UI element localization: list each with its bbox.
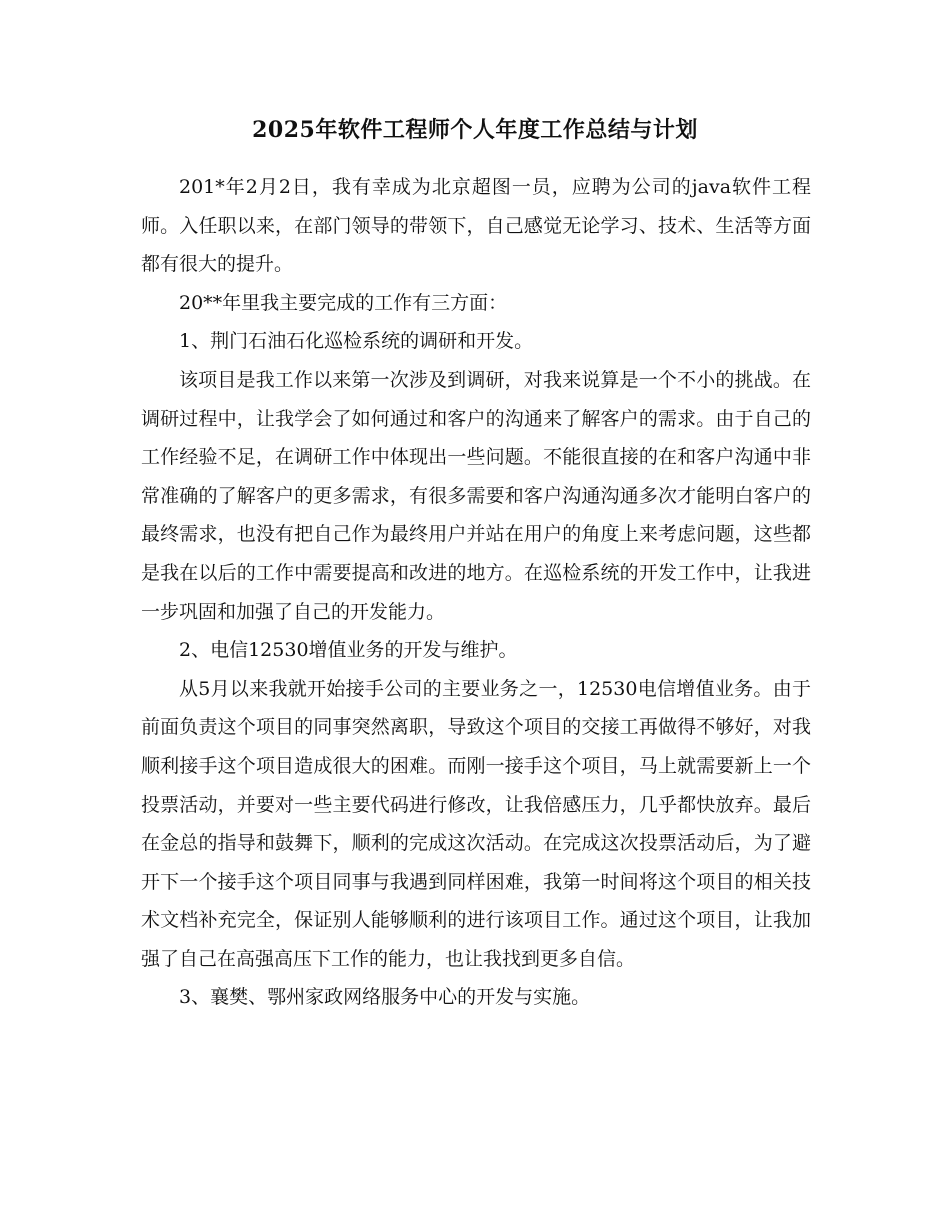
heading-item-1: 1、荆门石油石化巡检系统的调研和开发。 [179,330,534,353]
paragraph-item-2-detail: 从5月以来我就开始接手公司的主要业务之一，12530电信增值业务。由于前面负责这个项目的同事突然离职，导致这个项目的交接工再做得不够好，对我顺利接手这个项目造成很大的困难。而刚一接手这个项目，马上就需要新上一个投票活动，并要对一些主要代码进行修改，让我倍感压力，几乎都快放弃。最后在金总的指导和鼓舞下，顺利的完成这次活动。在完成这次投票活动后，为了避开下一个接手这个项目同事与我遇到同样困难，我第一时间将这个项目的相关技术文档补充完全，保证别人能够顺利的进行该项目工作。通过这个项目，让我加强了自己在高强高压下工作的能力，也让我找到更多自信。 [141,677,811,970]
document-title: 2025年软件工程师个人年度工作总结与计划 [252,117,698,143]
document-body [141,168,811,1017]
paragraph-item-1-detail: 该项目是我工作以来第一次涉及到调研，对我来说算是一个不小的挑战。在调研过程中，让我学会了如何通过和客户的沟通来了解客户的需求。由于自己的工作经验不足，在调研工作中体现出一些问题。不能很直接的在和客户沟通中非常准确的了解客户的更多需求，有很多需要和客户沟通沟通多次才能明白客户的最终需求，也没有把自己作为最终用户并站在用户的角度上来考虑问题，这些都是我在以后的工作中需要提高和改进的地方。在巡检系统的开发工作中，让我进一步巩固和加强了自己的开发能力。 [141,368,811,623]
paragraph-intro: 201*年2月2日，我有幸成为北京超图一员，应聘为公司的java软件工程师。入任职以来，在部门领导的带领下，自己感觉无论学习、技术、生活等方面都有很大的提升。 [141,176,811,276]
heading-item-3: 3、襄樊、鄂州家政网络服务中心的开发与实施。 [179,986,591,1009]
heading-item-2: 2、电信12530增值业务的开发与维护。 [179,639,518,662]
paragraph-summary-lead: 20**年里我主要完成的工作有三方面： [179,291,508,314]
